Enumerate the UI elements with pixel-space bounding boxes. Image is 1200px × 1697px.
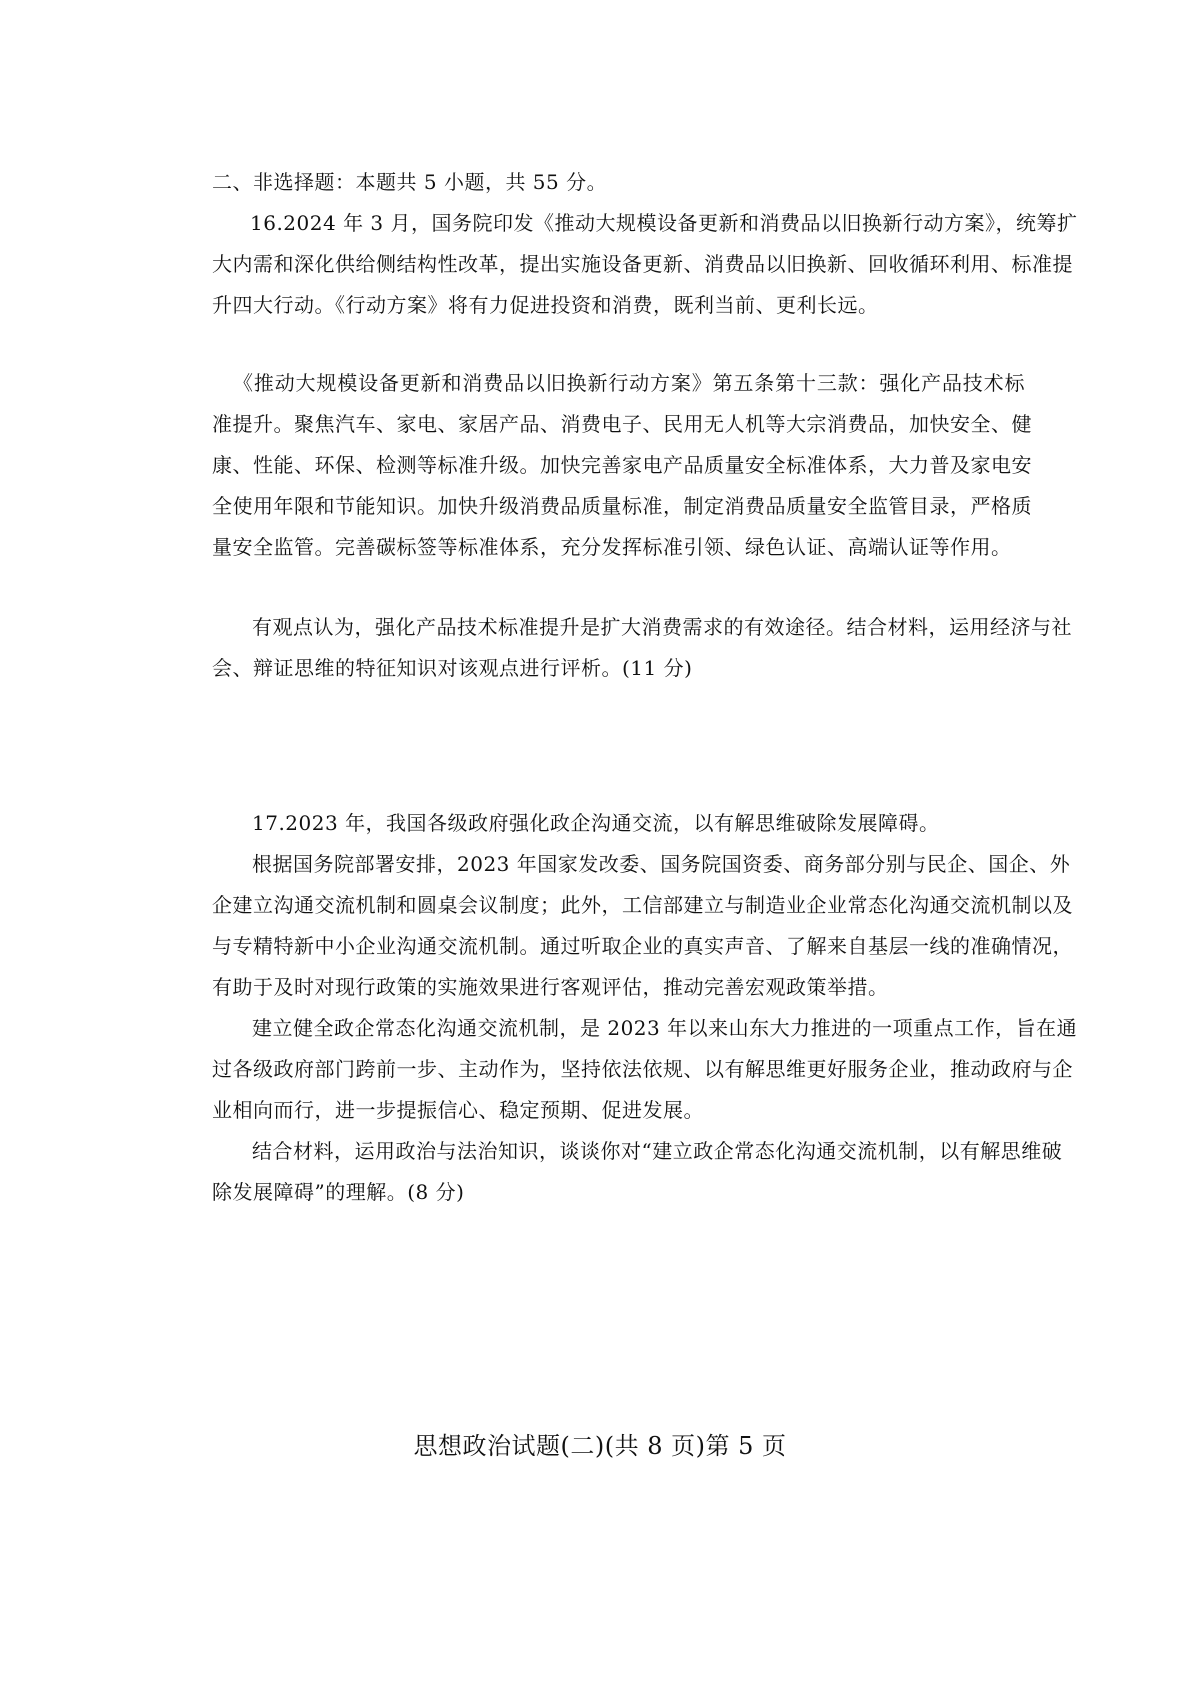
q16-excerpt-line-1: 《推动大规模设备更新和消费品以旧换新行动方案》第五条第十三款：强化产品技术标 — [233, 371, 1025, 395]
q16-excerpt-line-3: 康、性能、环保、检测等标准升级。加快完善家电产品质量安全标准体系，大力普及家电安 — [212, 453, 1032, 477]
q16-excerpt-line-4: 全使用年限和节能知识。加快升级消费品质量标准，制定消费品质量安全监管目录，严格质 — [212, 494, 1032, 518]
q16-question-line-1: 有观点认为，强化产品技术标准提升是扩大消费需求的有效途径。结合材料，运用经济与社 — [252, 615, 1072, 639]
q16-excerpt-line-5: 量安全监管。完善碳标签等标准体系，充分发挥标准引领、绿色认证、高端认证等作用。 — [212, 535, 1012, 559]
q17-para2-line-3: 业相向而行，进一步提振信心、稳定预期、促进发展。 — [212, 1098, 704, 1122]
q17-para2-line-2: 过各级政府部门跨前一步、主动作为，坚持依法依规、以有解思维更好服务企业，推动政府与企 — [212, 1057, 1073, 1081]
q16-intro-line-2: 大内需和深化供给侧结构性改革，提出实施设备更新、消费品以旧换新、回收循环利用、标准提 — [212, 252, 1073, 276]
q16-excerpt-line-2: 准提升。聚焦汽车、家电、家居产品、消费电子、民用无人机等大宗消费品，加快安全、健 — [212, 412, 1032, 436]
q17-para1-line-4: 有助于及时对现行政策的实施效果进行客观评估，推动完善宏观政策举措。 — [212, 975, 889, 999]
q17-question-line-1: 结合材料，运用政治与法治知识，谈谈你对“建立政企常态化沟通交流机制，以有解思维破 — [252, 1139, 1063, 1163]
q17-para1-line-1: 根据国务院部署安排，2023 年国家发改委、国务院国资委、商务部分别与民企、国企、外 — [252, 852, 1071, 876]
q16-intro-line-1: 16.2024 年 3 月，国务院印发《推动大规模设备更新和消费品以旧换新行动方案》，统筹扩 — [250, 211, 1078, 235]
page-footer: 思想政治试题(二)(共 8 页)第 5 页 — [413, 1432, 787, 1460]
q16-question-line-2: 会、辩证思维的特征知识对该观点进行评析。(11 分) — [212, 656, 693, 680]
q17-para2-line-1: 建立健全政企常态化沟通交流机制，是 2023 年以来山东大力推进的一项重点工作，旨在通 — [252, 1016, 1078, 1040]
section-heading: 二、非选择题：本题共 5 小题，共 55 分。 — [212, 170, 608, 194]
q17-para1-line-2: 企建立沟通交流机制和圆桌会议制度；此外，工信部建立与制造业企业常态化沟通交流机制以及 — [212, 893, 1073, 917]
q17-question-line-2: 除发展障碍”的理解。(8 分) — [212, 1180, 465, 1204]
q17-para1-line-3: 与专精特新中小企业沟通交流机制。通过听取企业的真实声音、了解来自基层一线的准确情况， — [212, 934, 1073, 958]
q17-intro: 17.2023 年，我国各级政府强化政企沟通交流，以有解思维破除发展障碍。 — [252, 811, 940, 835]
q16-intro-line-3: 升四大行动。《行动方案》将有力促进投资和消费，既利当前、更利长远。 — [212, 293, 879, 317]
